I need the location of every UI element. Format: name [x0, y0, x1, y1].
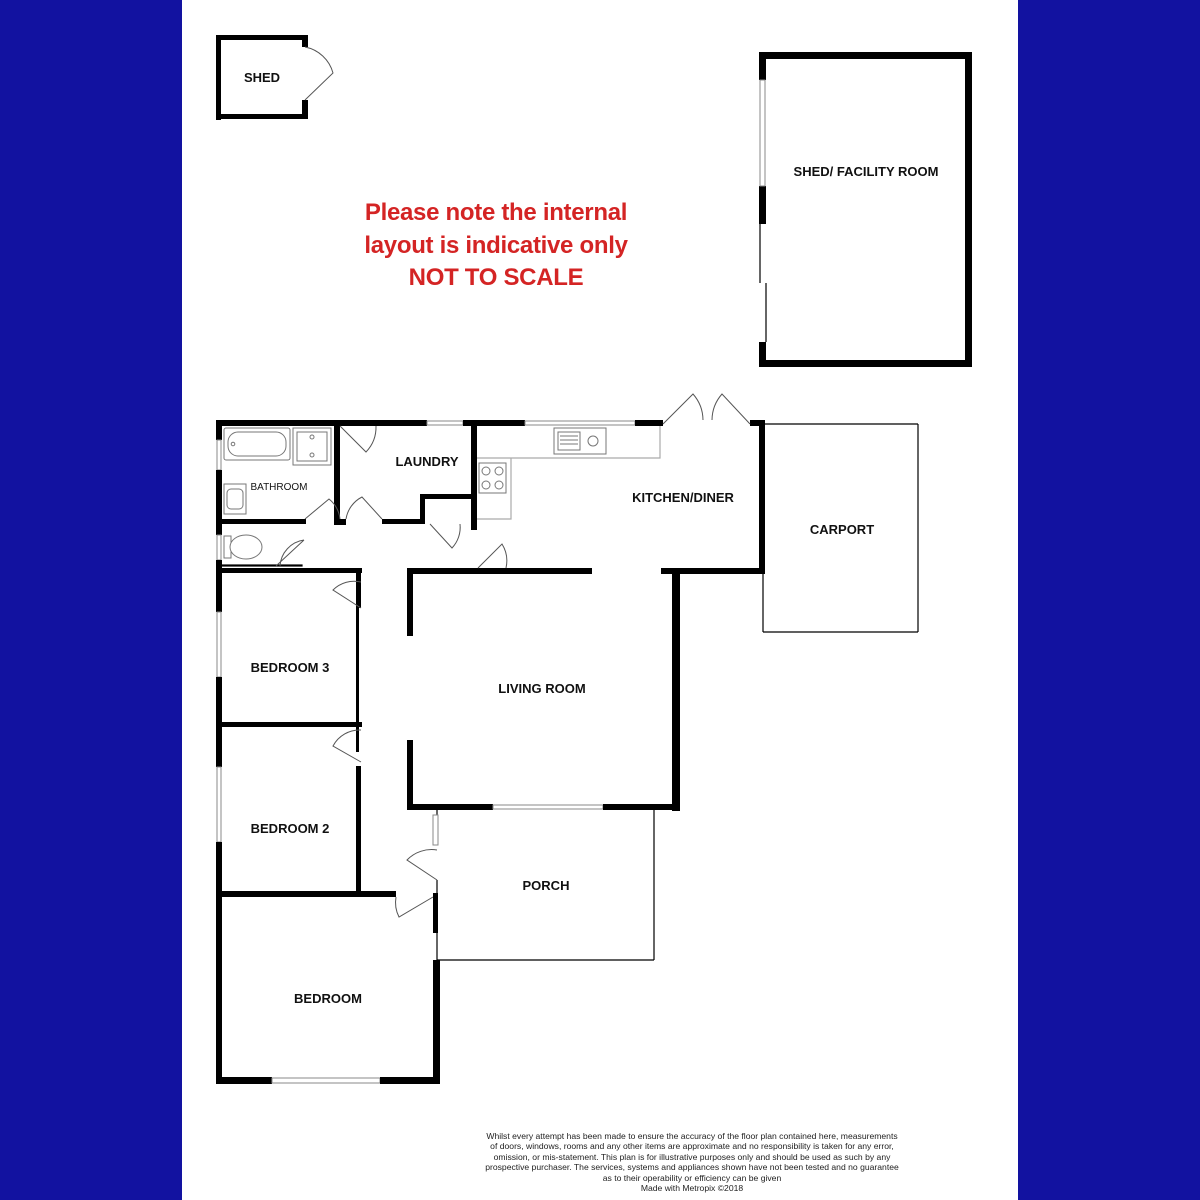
kitchen-door-right	[712, 394, 750, 424]
bedroom3-label: BEDROOM 3	[250, 660, 330, 675]
laundry-door-right	[346, 497, 382, 519]
shed	[216, 35, 333, 120]
laundry-door-top	[340, 426, 376, 452]
note-line-1: Please note the internal	[364, 199, 628, 226]
bedroom-label: BEDROOM	[294, 991, 362, 1006]
shed-label: SHED	[243, 70, 281, 85]
floor-plan-sheet	[182, 0, 1018, 1200]
bedroom2-window	[217, 767, 221, 842]
facility-window	[760, 80, 765, 186]
room-labels	[250, 454, 734, 1006]
disclaimer-line-3: omission, or mis-statement. This plan is for illustrative purposes only and should be used as such by any	[493, 1151, 891, 1162]
disclaimer-line-1: Whilst every attempt has been made to ensure the accuracy of the floor plan contained here, measurements	[486, 1131, 898, 1141]
kitchen-hall-door	[478, 544, 507, 568]
disclaimer	[452, 1131, 932, 1193]
disclaimer-line-6: Made with Metropix ©2018	[640, 1183, 744, 1194]
disclaimer-line-2: of doors, windows, rooms and any other items are approximate and no responsibility is taken for any error,	[490, 1141, 894, 1152]
note-line-2: layout is indicative only	[364, 232, 628, 259]
kitchen-diner-label: KITCHEN/DINER	[632, 490, 734, 505]
bedroom-door	[396, 897, 433, 917]
shed-facility-label: SHED/ FACILITY ROOM	[793, 164, 939, 179]
disclaimer-line-5: as to their operability or efficiency can be given	[602, 1172, 782, 1183]
bedroom2-label: BEDROOM 2	[250, 821, 330, 836]
cupboard-door	[430, 524, 460, 548]
porch	[433, 810, 654, 960]
living-room-label: LIVING ROOM	[498, 681, 586, 696]
shed-door	[305, 47, 333, 100]
porch-door	[407, 850, 437, 880]
shed-facility-room	[759, 52, 972, 367]
cooktop-icon	[479, 463, 506, 493]
bathroom-door	[276, 540, 304, 566]
kitchen-window	[525, 421, 635, 425]
carport-label: CARPORT	[809, 522, 875, 537]
bathroom-label: BATHROOM	[250, 482, 308, 493]
bedroom-window	[272, 1078, 380, 1083]
note-line-3: NOT TO SCALE	[408, 264, 584, 291]
carport	[763, 424, 918, 632]
bedroom3-window	[217, 612, 221, 677]
laundry-window	[427, 421, 463, 425]
porch-label: PORCH	[522, 878, 570, 893]
scale-note	[364, 199, 628, 291]
floor-plan-drawing	[182, 0, 1018, 1200]
laundry-label: LAUNDRY	[395, 454, 459, 469]
kitchen-door-left	[663, 394, 703, 424]
disclaimer-line-4: prospective purchaser. The services, systems and appliances shown have not been tested and no guarantee	[485, 1162, 899, 1173]
